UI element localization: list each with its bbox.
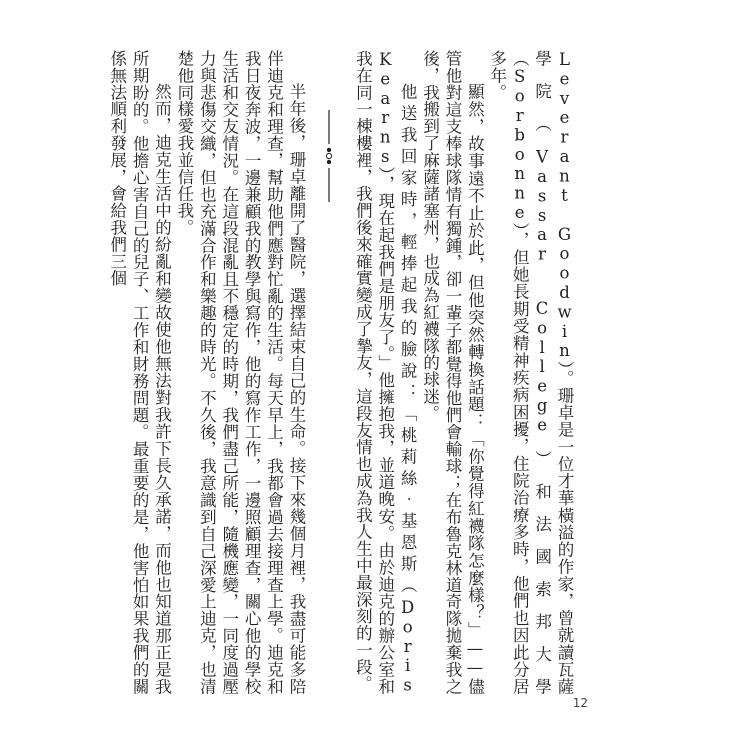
page-number: 12	[572, 696, 588, 710]
section-ornament	[323, 110, 335, 202]
paragraph-4: 半年後，珊卓離開了醫院，選擇結束自己的生命。接下來幾個月裡，我盡可能多陪伴迪克和理查，幫助他們應對忙亂的生活。每天早上，我都會過去接理查上學。迪克和我日夜奔波，一邊兼顧我的教學與寫作，他的寫作工作，一邊照顧理查，關心他的學校生活和交友情況。在這段混亂且不穩定的時期，我們盡己所能，隨機應變，一同度過壓力與悲傷交織，但也充滿合作和樂趣的時光。不久後，我意識到自己深愛上迪克，也清楚他同樣愛我並信任我。	[174, 50, 306, 695]
paragraph-1: Leverant Goodwin）。珊卓是一位才華橫溢的作家，曾就讀瓦薩學院（Vassar College）和法國索邦大學（Sorbonne），但她長期受精神疾病困擾，住院治療多時，他們也因此分居多年。	[487, 50, 574, 695]
body-text	[105, 50, 575, 695]
paragraph-3: 他送我回家時，輕捧起我的臉說：「桃莉絲‧基恩斯（Doris Kearns），現在起我們是朋友了。」他擁抱我，並道晚安。由於迪克的辦公室和我在同一棟樓裡，我們後來確實變成了摯友，這段友情也成為我人生中最深刻的一段。	[353, 50, 418, 695]
section-break	[307, 50, 351, 695]
paragraph-5: 然而，迪克生活中的紛亂和變故使他無法對我許下長久承諾，而他也知道那正是我所期盼的。他擔心害自己的兒子、工作和財務問題。最重要的是，他害怕如果我們的關係無法順利發展，會給我們三個	[107, 50, 172, 695]
paragraph-2: 顯然，故事遠不止於此，但他突然轉換話題：「你覺得紅襪隊怎麼樣？」——儘管他對這支棒球隊情有獨鍾，卻一輩子都覺得他們會輸球；在布魯克林道奇隊拋棄我之後，我搬到了麻薩諸塞州，也成為紅襪隊的球迷。	[420, 50, 485, 695]
